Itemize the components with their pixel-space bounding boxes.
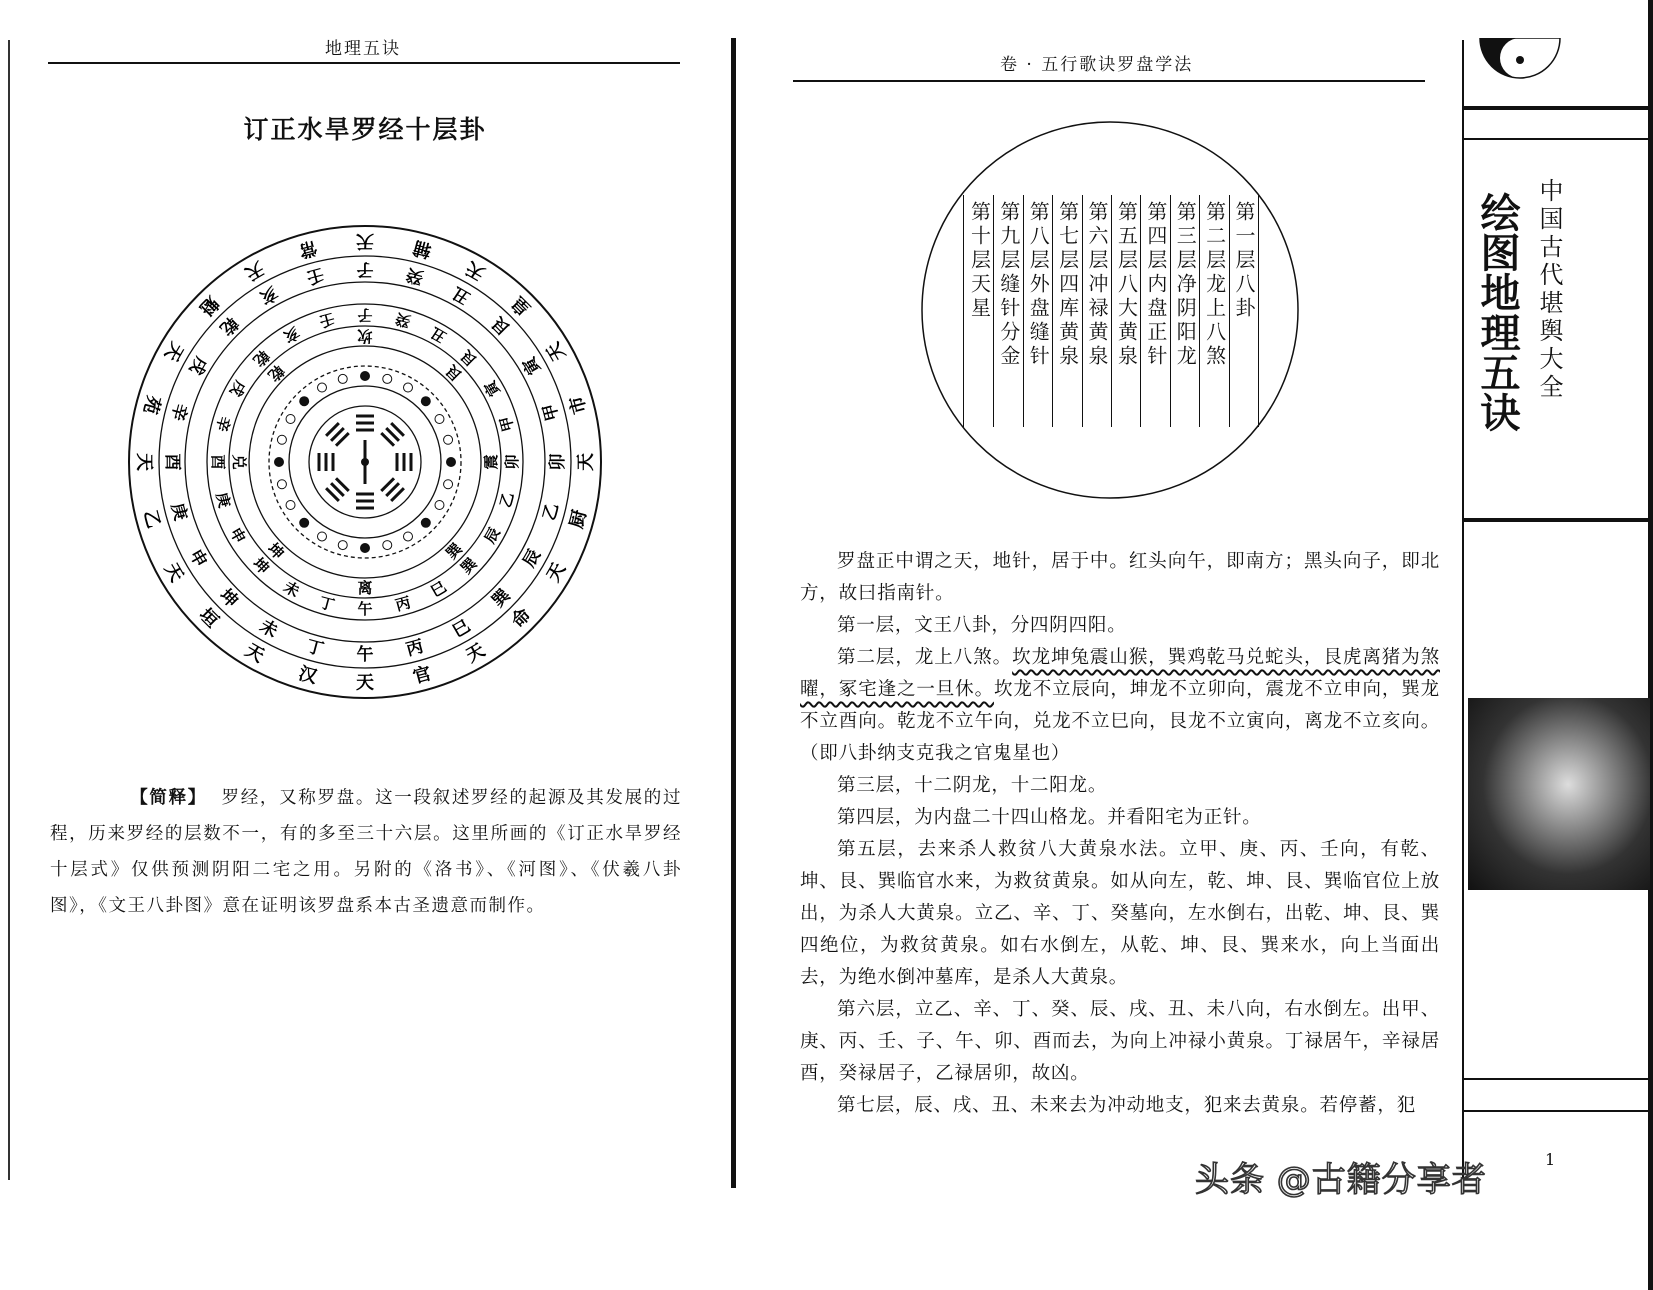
- dot-mark: [338, 541, 347, 550]
- yin-yang-icon: [1478, 38, 1562, 92]
- outer-ring-char: 天: [356, 672, 374, 694]
- trigram-char: 兑: [230, 454, 248, 470]
- inner-mountain-char: 壬: [317, 309, 337, 331]
- inner-mountain-char: 午: [357, 600, 373, 618]
- outer-ring-char: 天: [542, 338, 570, 365]
- outer-ring-char: 魁: [194, 291, 223, 320]
- watermark: 头条 @古籍分享者: [1195, 1160, 1487, 1200]
- dot-mark: [404, 383, 413, 392]
- trigram-char: 巽: [442, 539, 466, 563]
- mountain-char: 乾: [215, 312, 242, 339]
- dot-mark: [275, 458, 284, 467]
- outer-ring-char: 汉: [296, 662, 320, 688]
- outer-ring-char: 天: [241, 639, 268, 667]
- dot-mark: [277, 480, 286, 489]
- caption: [50, 780, 682, 924]
- trigram-char: 离: [357, 579, 373, 597]
- mountain-char: 寅: [519, 353, 546, 378]
- dot-mark: [421, 518, 430, 527]
- sidebar-rule: [1462, 1110, 1652, 1112]
- dot-mark: [300, 397, 309, 406]
- dot-mark: [435, 415, 444, 424]
- trigram-char: 乾: [264, 361, 288, 385]
- inner-mountain-char: 坤: [249, 554, 273, 578]
- outer-ring-char: 市: [565, 393, 591, 417]
- paragraph: 第七层，辰、戌、丑、未来去为冲动地支，犯来去黄泉。若停蓄，犯: [837, 1095, 1417, 1116]
- inner-mountain-char: 戌: [226, 377, 250, 400]
- sidebar-rule: [1462, 518, 1652, 522]
- inner-mountain-char: 辛: [212, 414, 234, 434]
- layer-10: 第十层天星: [967, 201, 992, 321]
- outer-ring-char: 天: [462, 639, 489, 667]
- outer-ring-char: 苑: [139, 393, 165, 417]
- layer-3: 第三层净阴阳龙: [1170, 195, 1199, 427]
- buddha-image: [1468, 698, 1650, 890]
- layer-9: 第九层缝针分金: [993, 195, 1022, 427]
- needle-pivot: [361, 458, 369, 466]
- layer-7: 第七层四库黄泉: [1052, 195, 1081, 427]
- outer-ring-char: 天: [575, 453, 597, 471]
- inner-mountain-char: 甲: [496, 414, 518, 434]
- mountain-char: 卯: [548, 453, 568, 471]
- left-running-header: 地理五诀: [325, 39, 401, 59]
- trigram-char: 坎: [357, 327, 373, 345]
- dot-mark: [286, 501, 295, 510]
- mountain-char: 辛: [166, 401, 191, 423]
- right-running-header: 卷 · 五行歌诀罗盘学法: [1000, 55, 1194, 75]
- mountain-char: 巽: [488, 585, 515, 612]
- outer-ring-char: 天: [356, 230, 374, 252]
- mountain-char: 丁: [304, 636, 326, 661]
- outer-ring-char: 官: [410, 662, 434, 688]
- left-header-rule: [48, 62, 680, 64]
- trigram-char: 震: [482, 454, 500, 470]
- mountain-char: 甲: [539, 401, 564, 423]
- dot-mark: [447, 458, 456, 467]
- dot-mark: [383, 541, 392, 550]
- layers-table: [963, 195, 1259, 427]
- mountain-char: 壬: [304, 263, 326, 288]
- sidebar-rule: [1462, 138, 1652, 140]
- dot-mark: [318, 383, 327, 392]
- dot-mark: [277, 435, 286, 444]
- right-header-rule: [793, 80, 1425, 82]
- mountain-char: 艮: [488, 312, 515, 339]
- mountain-char: 午: [356, 645, 374, 665]
- page-number: 1: [1545, 1150, 1556, 1169]
- outer-ring-char: 天: [160, 338, 188, 365]
- mountain-char: 未: [256, 616, 281, 643]
- outer-ring-char: 命: [507, 604, 536, 633]
- caption-lead: 【简释】: [130, 788, 207, 808]
- dot-mark: [361, 372, 370, 381]
- outer-ring-char: 天: [160, 559, 188, 586]
- trigram-char: 艮: [442, 361, 466, 385]
- inner-mountain-char: 辰: [480, 524, 504, 547]
- spine-line: [731, 38, 736, 1188]
- series-title: 中国古代堪舆大全: [1535, 178, 1563, 402]
- paragraph: 第三层，十二阴龙，十二阳龙。: [837, 775, 1108, 796]
- outer-ring-char: 乙: [139, 507, 165, 531]
- inner-mountain-char: 庚: [212, 490, 234, 510]
- inner-mountain-char: 丙: [393, 593, 413, 615]
- inner-mountain-char: 癸: [393, 309, 413, 331]
- inner-mountain-char: 丁: [317, 593, 337, 615]
- dot-mark: [421, 397, 430, 406]
- layer-6: 第六层冲禄黄泉: [1082, 195, 1111, 427]
- inner-mountain-char: 亥: [280, 323, 303, 347]
- dot-mark: [300, 518, 309, 527]
- left-edge-line: [8, 40, 10, 1180]
- outer-ring-char: 常: [296, 236, 320, 262]
- inner-mountain-char: 卯: [503, 454, 521, 470]
- inner-mountain-char: 巽: [457, 554, 481, 578]
- sidebar-rule: [1462, 1078, 1652, 1080]
- paragraph: 第四层，为内盘二十四山格龙。并看阳宅为正针。: [837, 807, 1262, 828]
- mountain-char: 丑: [449, 281, 474, 308]
- outer-ring-char: 天: [462, 257, 489, 285]
- layer-4: 第四层内盘正针: [1140, 195, 1169, 427]
- outer-ring-char: 厨: [565, 507, 591, 531]
- dot-mark: [435, 501, 444, 510]
- book-title: 绘图地理五诀: [1474, 192, 1520, 432]
- sidebar-rule: [1462, 106, 1652, 110]
- layer-8: 第八层外盘缝针: [1023, 195, 1052, 427]
- mountain-char: 丙: [404, 636, 426, 661]
- inner-mountain-char: 申: [226, 524, 250, 547]
- dot-mark: [444, 435, 453, 444]
- paragraph: [800, 642, 1440, 770]
- layer-5: 第五层八大黄泉: [1111, 195, 1140, 427]
- trigram-char: 坤: [264, 539, 288, 563]
- inner-mountain-char: 子: [357, 306, 373, 324]
- mountain-char: 戌: [184, 353, 211, 378]
- inner-mountain-char: 丑: [427, 323, 450, 347]
- paragraph-part: 第二层，龙上八煞。: [837, 647, 1013, 668]
- inner-mountain-char: 未: [280, 577, 303, 601]
- mountain-char: 亥: [256, 281, 281, 308]
- layer-1: 第一层八卦: [1229, 195, 1258, 427]
- outer-ring-char: 垣: [194, 604, 223, 633]
- mountain-char: 巳: [449, 616, 474, 643]
- inner-mountain-char: 寅: [480, 377, 504, 400]
- mountain-char: 癸: [404, 263, 426, 288]
- dot-mark: [286, 415, 295, 424]
- paragraph: 罗盘正中谓之天，地针，居于中。红头向午，即南方；黑头向子，即北方，故曰指南针。: [800, 551, 1440, 604]
- outer-ring-char: 辅: [410, 236, 434, 262]
- inner-mountain-char: 乙: [496, 490, 518, 510]
- outer-ring-char: 天: [542, 559, 570, 586]
- sidebar-divider: [1462, 40, 1464, 1180]
- compass-diagram: [125, 222, 605, 702]
- mountain-char: 庚: [166, 501, 191, 523]
- right-edge-line: [1648, 0, 1653, 1290]
- caption-text: 罗经，又称罗盘。这一段叙述罗经的起源及其发展的过程，历来罗经的层数不一，有的多至三十六层。这里所画的《订正水旱罗经十层式》仅供预测阴阳二宅之用。另附的《洛书》、《河图》、《伏羲八卦图》，《文王八卦图》意在证明该罗盘系本古圣遗意而制作。: [50, 788, 683, 916]
- mountain-char: 坤: [215, 585, 242, 612]
- dot-mark: [338, 374, 347, 383]
- dot-mark: [318, 532, 327, 541]
- mountain-char: 酉: [162, 453, 182, 471]
- paragraph: 第六层，立乙、辛、丁、癸、辰、戌、丑、未八向，右水倒左。出甲、庚、丙、壬、子、午、卯、酉而去，为向上冲禄小黄泉。丁禄居午，辛禄居酉，癸禄居子，乙禄居卯，故凶。: [800, 999, 1440, 1084]
- paragraph: 第一层，文王八卦，分四阴四阳。: [837, 615, 1127, 636]
- body-text: [800, 546, 1440, 1122]
- mountain-char: 子: [356, 259, 374, 279]
- outer-ring-char: 皇: [507, 291, 536, 320]
- dot-mark: [444, 480, 453, 489]
- outer-ring-char: 天: [133, 453, 155, 471]
- outer-ring-char: 天: [241, 257, 268, 285]
- figure-title: 订正水旱罗经十层卦: [243, 115, 487, 144]
- inner-mountain-char: 乾: [249, 346, 273, 370]
- underlined-verse: 坎龙坤兔震山猴，巽鸡乾马兑蛇头，艮虎离猪为煞曜，冢宅逢之一旦休。: [800, 647, 1440, 700]
- inner-mountain-char: 艮: [457, 346, 481, 370]
- inner-mountain-char: 酉: [209, 454, 227, 470]
- dot-mark: [383, 374, 392, 383]
- paragraph-part: 坎龙不立辰向，坤龙不立卯向，震龙不立申向，巽龙不立酉向。乾龙不立午向，兑龙不立巳向，艮龙不立寅向，离龙不立亥向。（即八卦纳支克我之官鬼星也）: [800, 679, 1440, 764]
- layer-2: 第二层龙上八煞: [1199, 195, 1228, 427]
- mountain-char: 乙: [539, 501, 564, 523]
- mountain-char: 辰: [519, 546, 546, 571]
- dot-mark: [404, 532, 413, 541]
- mountain-char: 申: [184, 546, 211, 571]
- inner-mountain-char: 巳: [427, 577, 450, 601]
- paragraph: 第五层，去来杀人救贫八大黄泉水法。立甲、庚、丙、壬向，有乾、坤、艮、巽临官水来，为救贫黄泉。如从向左，乾、坤、艮、巽临官位上放出，为杀人大黄泉。立乙、辛、丁、癸墓向，左水倒右，出乾、坤、艮、巽四绝位，为救贫黄泉。如右水倒左，从乾、坤、艮、巽来水，向上当面出去，为绝水倒冲墓库，是杀人大黄泉。: [800, 839, 1440, 988]
- dot-mark: [361, 544, 370, 553]
